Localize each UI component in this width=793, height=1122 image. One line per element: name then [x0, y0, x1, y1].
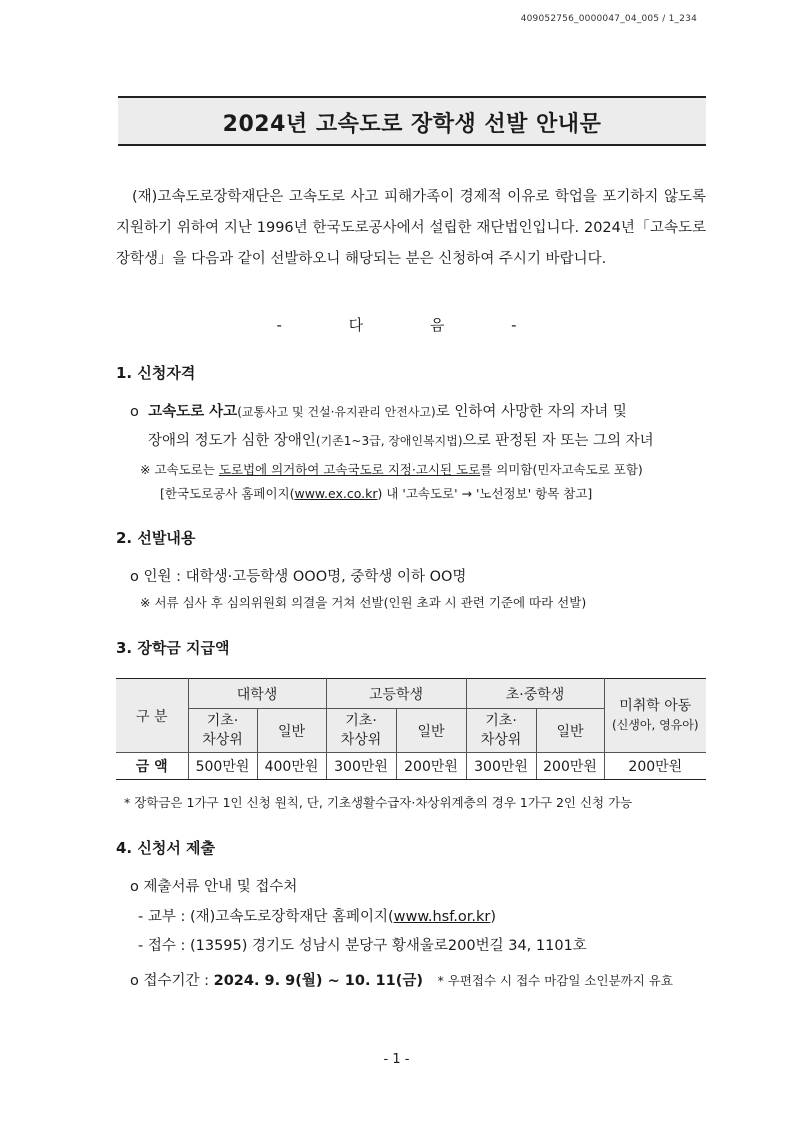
amount-cell: 200만원	[396, 753, 466, 780]
preschool-label: 미취학 아동	[619, 697, 692, 714]
page-title: 2024년 고속도로 장학생 선발 안내문	[222, 112, 602, 137]
title-box	[118, 96, 706, 146]
sub-basic-high	[326, 709, 396, 753]
amount-label: 금 액	[116, 753, 188, 780]
amount-cell: 300만원	[466, 753, 536, 780]
sub-basic-1: 기초·	[485, 712, 517, 729]
s1-bullet: o	[130, 404, 139, 420]
s2-line: o 인원 : 대학생·고등학생 OOO명, 중학생 이하 OO명	[130, 569, 467, 585]
s1-line2a: 장애의 정도가 심한 장애인	[148, 433, 316, 449]
scholarship-table	[116, 678, 706, 780]
sub-basic-univ	[188, 709, 257, 753]
s4-line2b: )	[490, 909, 497, 925]
s1-note-1	[140, 460, 643, 478]
s4-line-3: - 접수 : (13595) 경기도 성남시 분당구 황새울로200번길 34, 1101호	[138, 938, 587, 954]
sub-basic-2: 차상위	[340, 731, 382, 748]
intro-text: (재)고속도로장학재단은 고속도로 사고 피해가족이 경제적 이유로 학업을 포기하지 않도록 지원하기 위하여 지난 1996년 한국도로공사에서 설립한 재단법인입니다. 2024년「고속도로 장학생」을 다음과 같이 선발하오니 해당되는 분은 신청하여 주시기 바랍니다.	[116, 189, 706, 267]
s1-note-2	[160, 484, 592, 502]
preschool-sub: (신생아, 영유아)	[612, 717, 699, 732]
s4-line-1: o 제출서류 안내 및 접수처	[130, 879, 298, 895]
s1-small: (교통사고 및 건설·유지관리 안전사고)	[237, 405, 436, 419]
section-3-heading: 3. 장학금 지급액	[116, 639, 230, 657]
sub-basic-1: 기초·	[206, 712, 239, 729]
s4-period: 2024. 9. 9(월) ~ 10. 11(금)	[213, 973, 423, 989]
s1-note2u: www.ex.co.kr	[294, 486, 378, 501]
group-elem-middle: 초·중학생	[466, 679, 604, 709]
sub-basic-1: 기초·	[345, 712, 377, 729]
sub-general-elem: 일반	[536, 709, 604, 753]
group-university: 대학생	[188, 679, 326, 709]
amount-cell: 200만원	[536, 753, 604, 780]
s1-line2b: 으로 판정된 자 또는 그의 자녀	[462, 433, 654, 449]
amount-cell: 400만원	[257, 753, 326, 780]
sub-basic-elem	[466, 709, 536, 753]
s2-note: ※ 서류 심사 후 심의위원회 의결을 거쳐 선발(인원 초과 시 관련 기준에 따라 선발)	[140, 595, 587, 610]
section-1-heading: 1. 신청자격	[116, 364, 196, 382]
s1-note2a: [한국도로공사 홈페이지(	[160, 486, 295, 501]
page-number: - 1 -	[383, 1052, 410, 1067]
s3-note: * 장학금은 1가구 1인 신청 원칙, 단, 기초생활수급자·차상위계층의 경우 1가구 2인 신청 가능	[124, 795, 633, 810]
sub-general-high: 일반	[396, 709, 466, 753]
s4-line-2	[138, 905, 496, 926]
section-4-heading: 4. 신청서 제출	[116, 839, 216, 857]
s1-bold: 고속도로 사고	[148, 404, 238, 420]
s1-note1b: 를 의미함(민자고속도로 포함)	[480, 462, 643, 477]
hsf-link[interactable]: www.hsf.or.kr	[393, 909, 491, 925]
sub-basic-2: 차상위	[202, 731, 243, 748]
s4-line4a: o 접수기간 :	[130, 973, 214, 989]
s1-note2b: ) 내 '고속도로' → '노선정보' 항목 참고]	[377, 486, 593, 501]
document-id: 409052756_0000047_04_005 / 1_234	[520, 14, 697, 24]
row-header: 구 분	[116, 679, 188, 753]
intro-paragraph	[116, 182, 706, 275]
s1-note1a: ※ 고속도로는	[140, 462, 219, 477]
amount-cell: 500만원	[188, 753, 257, 780]
s1-line2small: (기존1~3급, 장애인복지법)	[315, 434, 463, 448]
s1-line-2	[148, 429, 654, 450]
sub-basic-2: 차상위	[480, 731, 522, 748]
s4-line4note: * 우편접수 시 접수 마감일 소인분까지 유효	[437, 973, 673, 988]
amount-cell: 200만원	[604, 753, 706, 780]
s4-line2a: - 교부 : (재)고속도로장학재단 홈페이지(	[138, 909, 394, 925]
group-highschool: 고등학생	[326, 679, 466, 709]
sub-general-univ: 일반	[257, 709, 326, 753]
da-eum-divider: - 다 음 -	[276, 316, 517, 334]
section-2-heading: 2. 선발내용	[116, 529, 196, 547]
amount-cell: 300만원	[326, 753, 396, 780]
s1-note1u: 도로법에 의거하여 고속국도로 지정·고시된 도로	[218, 462, 481, 477]
s4-line-4	[130, 969, 673, 990]
group-preschool	[604, 679, 706, 753]
s1-rest: 로 인하여 사망한 자의 자녀 및	[435, 404, 627, 420]
s1-line-1	[130, 400, 627, 421]
